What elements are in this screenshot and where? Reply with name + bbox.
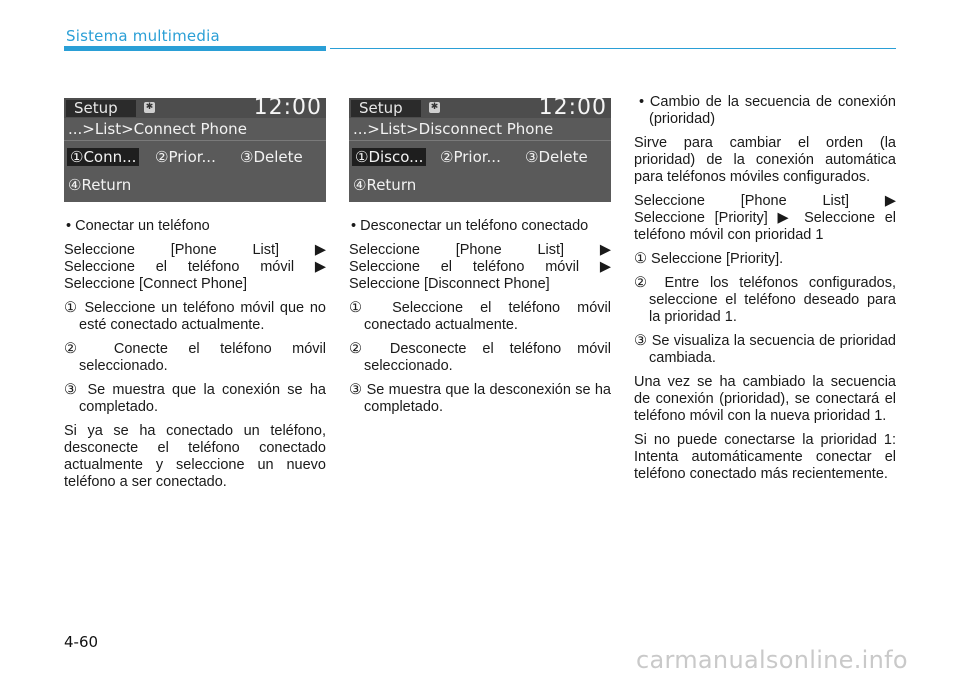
column-priority [634, 94, 896, 490]
clock: 12:00 [253, 98, 322, 120]
setup-tab: Setup [351, 100, 421, 117]
step-1: ① Seleccione [Priority]. [634, 251, 784, 267]
setup-tab: Setup [66, 100, 136, 117]
section-title: Sistema multimedia [66, 27, 220, 45]
bluetooth-icon: ✱ [145, 102, 154, 112]
option-priority: ②Prior... [440, 148, 501, 166]
menu-path: ...>List>Disconnect Phone [353, 120, 554, 138]
option-return: ④Return [68, 176, 132, 194]
bullet-heading: • Desconectar un teléfono conectado [351, 218, 589, 234]
fallback-paragraph: Si no puede conectarse la prioridad 1: Intenta automáticamente conectar el teléfono conectado más recientemente. [634, 432, 896, 482]
screen-divider [349, 140, 611, 141]
instruction-line: Seleccione [Connect Phone] [64, 276, 247, 292]
bluetooth-icon: ✱ [430, 102, 439, 112]
instruction-line: Seleccione [Phone List] ▶ [634, 193, 896, 209]
step-2: ② Entre los teléfonos configurados, seleccione el teléfono deseado para la prioridad 1. [634, 275, 896, 325]
step-3: ③ Se muestra que la conexión se ha completado. [64, 382, 326, 415]
disconnect-phone-screen [349, 98, 611, 202]
column-disconnect [349, 218, 611, 423]
instruction-line: Seleccione el teléfono móvil ▶ [64, 259, 326, 275]
option-connect: ①Conn... [67, 148, 139, 166]
clock: 12:00 [538, 98, 607, 120]
header-accent-bar [64, 46, 326, 51]
instruction-line: Seleccione [Phone List] ▶ [64, 242, 326, 258]
bullet-heading: • Cambio de la secuencia de conexión (prioridad) [639, 94, 896, 127]
column-connect [64, 218, 326, 498]
option-priority: ②Prior... [155, 148, 216, 166]
bullet-heading: • Conectar un teléfono [66, 218, 210, 234]
step-2: ② Conecte el teléfono móvil seleccionado. [64, 341, 326, 374]
watermark: carmanualsonline.info [636, 646, 908, 674]
option-return: ④Return [353, 176, 417, 194]
step-1: ① Seleccione el teléfono móvil conectado actualmente. [349, 300, 611, 333]
instruction-line: Seleccione [Phone List] ▶ [349, 242, 611, 258]
option-delete: ③Delete [240, 148, 303, 166]
step-2: ② Desconecte el teléfono móvil seleccionado. [349, 341, 611, 374]
result-paragraph: Una vez se ha cambiado la secuencia de conexión (prioridad), se conectará el teléfono móvil con la nueva prioridad 1. [634, 374, 896, 424]
note-paragraph: Si ya se ha conectado un teléfono, desconecte el teléfono conectado actualmente y seleccione un nuevo teléfono a ser conectado. [64, 423, 326, 490]
page-number: 4-60 [64, 633, 99, 651]
step-1: ① Seleccione un teléfono móvil que no esté conectado actualmente. [64, 300, 326, 333]
menu-path: ...>List>Connect Phone [68, 120, 247, 138]
step-3: ③ Se visualiza la secuencia de prioridad cambiada. [634, 333, 896, 366]
header-rule [330, 48, 896, 49]
instruction-line: Seleccione [Disconnect Phone] [349, 276, 550, 292]
description: Sirve para cambiar el orden (la prioridad) de la conexión automática para teléfonos móviles configurados. [634, 135, 896, 185]
instruction-line: Seleccione el teléfono móvil ▶ [349, 259, 611, 275]
connect-phone-screen [64, 98, 326, 202]
option-delete: ③Delete [525, 148, 588, 166]
step-3: ③ Se muestra que la desconexión se ha completado. [349, 382, 611, 415]
screen-divider [64, 140, 326, 141]
instruction-line: Seleccione [Priority] ▶ Seleccione el teléfono móvil con prioridad 1 [634, 210, 896, 243]
option-disconnect: ①Disco... [352, 148, 426, 166]
